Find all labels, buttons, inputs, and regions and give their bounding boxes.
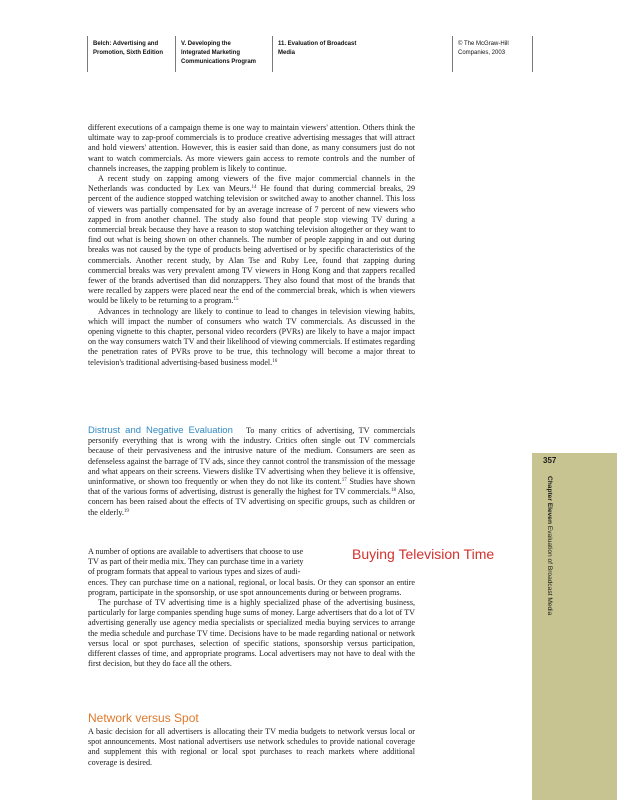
paragraph: different executions of a campaign theme is one way to maintain viewers' attention. Others think the ultimate way to zap-proof commercials is to produce creative advertising messages that will attract and hold viewers' attention. However, this is easier said than done, as many consumers just do not want to watch commercials. As more viewers gain access to remote controls and the number of channels increases, the zapping problem is likely to continue. [88, 123, 415, 173]
header-copyright [452, 36, 533, 72]
paragraph: A basic decision for all advertisers is allocating their TV media budgets to network versus local or spot announcements. Most national advertisers use network schedules to provide national coverage and supplement this with regional or local spot purchases to reach markets where additional coverage is desired. [88, 727, 415, 767]
header-chapter-title [272, 36, 452, 72]
header-part-title [175, 36, 272, 72]
buying-intro-lines [88, 547, 342, 578]
text-line: A number of options are available to advertisers that choose to use [88, 547, 304, 556]
text-line: TV as part of their media mix. They can purchase time in a variety [88, 557, 304, 567]
header-line: Integrated Marketing [181, 50, 241, 56]
buying-section [88, 547, 415, 669]
header-book-title [87, 36, 175, 72]
paragraph: Distrust and Negative Evaluation To many critics of advertising, TV commercials personify everything that is wrong with the industry. Critics often single out TV commercials because of their pervasiveness and the intrusive nature of the medium. Consumers are seen as defenseless against the barrage of TV ads, since they cannot control the transmission of the message and what appears on their screens. Viewers dislike TV advertising when they believe it is offensive, uninformative, or shown too frequently or when they do not like its content.$^{17}$ Studies have shown that of the various forms of advertising, distrust is generally the highest for TV commercials.$^{18}$ Also, concern has been raised about the effects of TV advertising on specific groups, such as children or the elderly.$^{19}$ [88, 425, 416, 517]
paragraph: ences. They can purchase time on a national, regional, or local basis. Or they can sponsor an entire program, participate in the sponsorship, or use spot announcements during or between programs. [88, 577, 415, 597]
paragraph: The purchase of TV advertising time is a highly specialized phase of the advertising business, particularly for large companies spending huge sums of money. Large advertisers that do a lot of TV advertising generally use agency media specialists or specialized media buying services to arrange the media schedule and purchase TV time. Decisions have to be made regarding national or network versus local or spot purchases, selection of specific stations, sponsorship versus participation, different classes of time, and appropriate programs. Local advertisers may not have to deal with the first decision, but they do face all the others. [88, 598, 415, 669]
paragraph: Advances in technology are likely to continue to lead to changes in television viewing habits, which will impact the number of consumers who watch TV commercials. As discussed in the opening vignette to this chapter, personal video recorders (PVRs) are likely to have a major impact on the way consumers watch TV and their likelihood of viewing commercials. If estimates regarding the penetration rates of PVRs prove to be true, this technology will become a major threat to television's traditional advertising-based business model.$^{16}$ [88, 306, 415, 367]
footnote-ref: 19 [123, 508, 129, 514]
header-line: Companies, 2003 [458, 50, 506, 56]
distrust-heading: Distrust and Negative Evaluation [88, 425, 233, 436]
distrust-section [88, 426, 415, 518]
zapping-section [88, 123, 415, 368]
footnote-ref: 16 [272, 358, 278, 364]
header-line: V. Developing the [181, 41, 231, 47]
page-number: 357 [543, 456, 557, 465]
footnote-ref: 15 [233, 297, 239, 303]
footnote-ref: 14 [251, 185, 257, 191]
buying-heading: Buying Television Time [352, 546, 495, 562]
footnote-ref: 18 [390, 488, 396, 494]
paragraph: A recent study on zapping among viewers of the five major commercial channels in the Netherlands was conducted by Lex van Meurs.$^{14}$ He found that during commercial breaks, 29 percent of the audience stopped watching television or switched away to another channel. This loss of viewers was partially compensated for by an average increase of 7 percent of new viewers who zapped in from another channel. The study also found that people stop viewing TV during a commercial break because they have a reason to stop watching television altogether or they want to find out what is being shown on other channels. The number of people zapping in and out during breaks was not caused by the type of products being advertised or by specific characteristics of the commercials. Another recent study, by Alan Tse and Ruby Lee, found that zapping during commercial breaks was very prevalent among TV viewers in Hong Kong and that zappers recalled fewer of the brands advertised than did nonzappers. They also found that most of the brands that were recalled by zappers were placed near the end of the commercial break, which is when viewers would be likely to be returning to a program.$^{15}$ [88, 174, 415, 306]
chapter-label: Chapter Eleven [546, 476, 553, 525]
running-header [87, 36, 533, 72]
header-line: Media [278, 50, 296, 56]
header-line: © The McGraw-Hill [458, 41, 509, 47]
chapter-sidebar [532, 453, 617, 800]
network-section [88, 727, 415, 768]
chapter-title: Evaluation of Broadcast Media [546, 525, 553, 616]
header-line: Promotion, Sixth Edition [93, 50, 163, 56]
network-heading: Network versus Spot [88, 711, 199, 725]
header-line: Belch: Advertising and [93, 41, 159, 47]
footnote-ref: 17 [341, 478, 347, 484]
header-line: Communications Program [181, 59, 257, 65]
header-line: 11. Evaluation of Broadcast [278, 41, 357, 47]
chapter-tab-text [546, 476, 553, 615]
text-line: of program formats that appeal to various types and sizes of audi- [88, 567, 301, 577]
